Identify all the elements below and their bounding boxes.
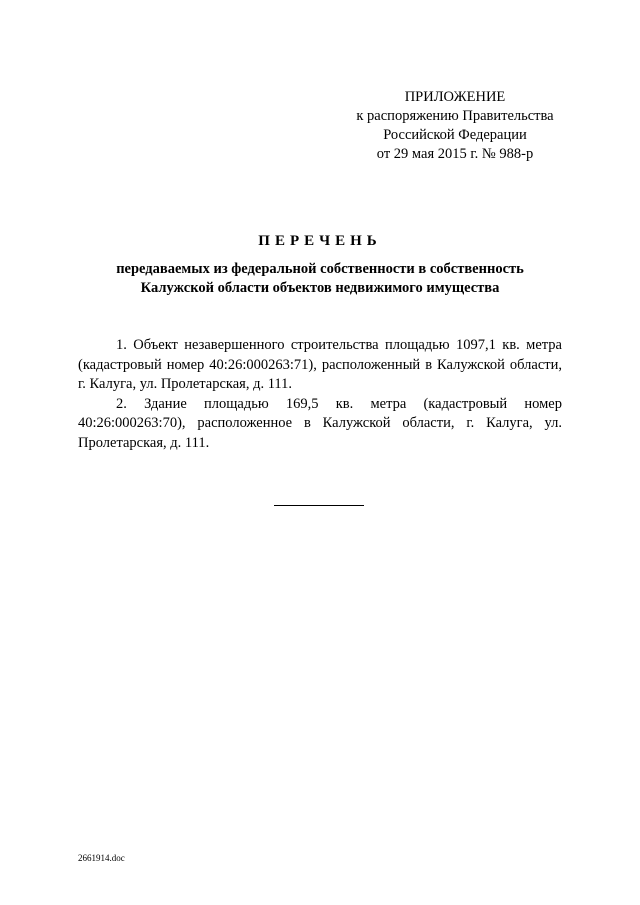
appendix-line-order: к распоряжению Правительства xyxy=(356,108,554,124)
appendix-line-federation: Российской Федерации xyxy=(383,127,527,143)
document-subtitle xyxy=(70,260,570,298)
document-title: ПЕРЕЧЕНЬ xyxy=(258,233,382,249)
appendix-line-date-number: от 29 мая 2015 г. № 988-р xyxy=(376,146,534,162)
appendix-title: ПРИЛОЖЕНИЕ xyxy=(404,89,506,105)
property-list xyxy=(78,336,562,453)
footer-filename: 2661914.doc xyxy=(78,853,125,863)
subtitle-line-1: передаваемых из федеральной собственности в собственность xyxy=(116,261,524,277)
list-item-1: 1. Объект незавершенного строительства площадью 1097,1 кв. метра (кадастровый номер 40:26:000263:71), расположенный в Калужской области, г. Калуга, ул. Пролетарская, д. 111. xyxy=(78,337,562,392)
subtitle-line-2: Калужской области объектов недвижимого имущества xyxy=(140,280,500,296)
list-item-2: 2. Здание площадью 169,5 кв. метра (кадастровый номер 40:26:000263:70), расположенное в Калужской области, г. Калуга, ул. Пролетарская, д. 111. xyxy=(78,395,562,451)
appendix-block xyxy=(340,88,570,164)
closing-divider xyxy=(274,505,364,506)
